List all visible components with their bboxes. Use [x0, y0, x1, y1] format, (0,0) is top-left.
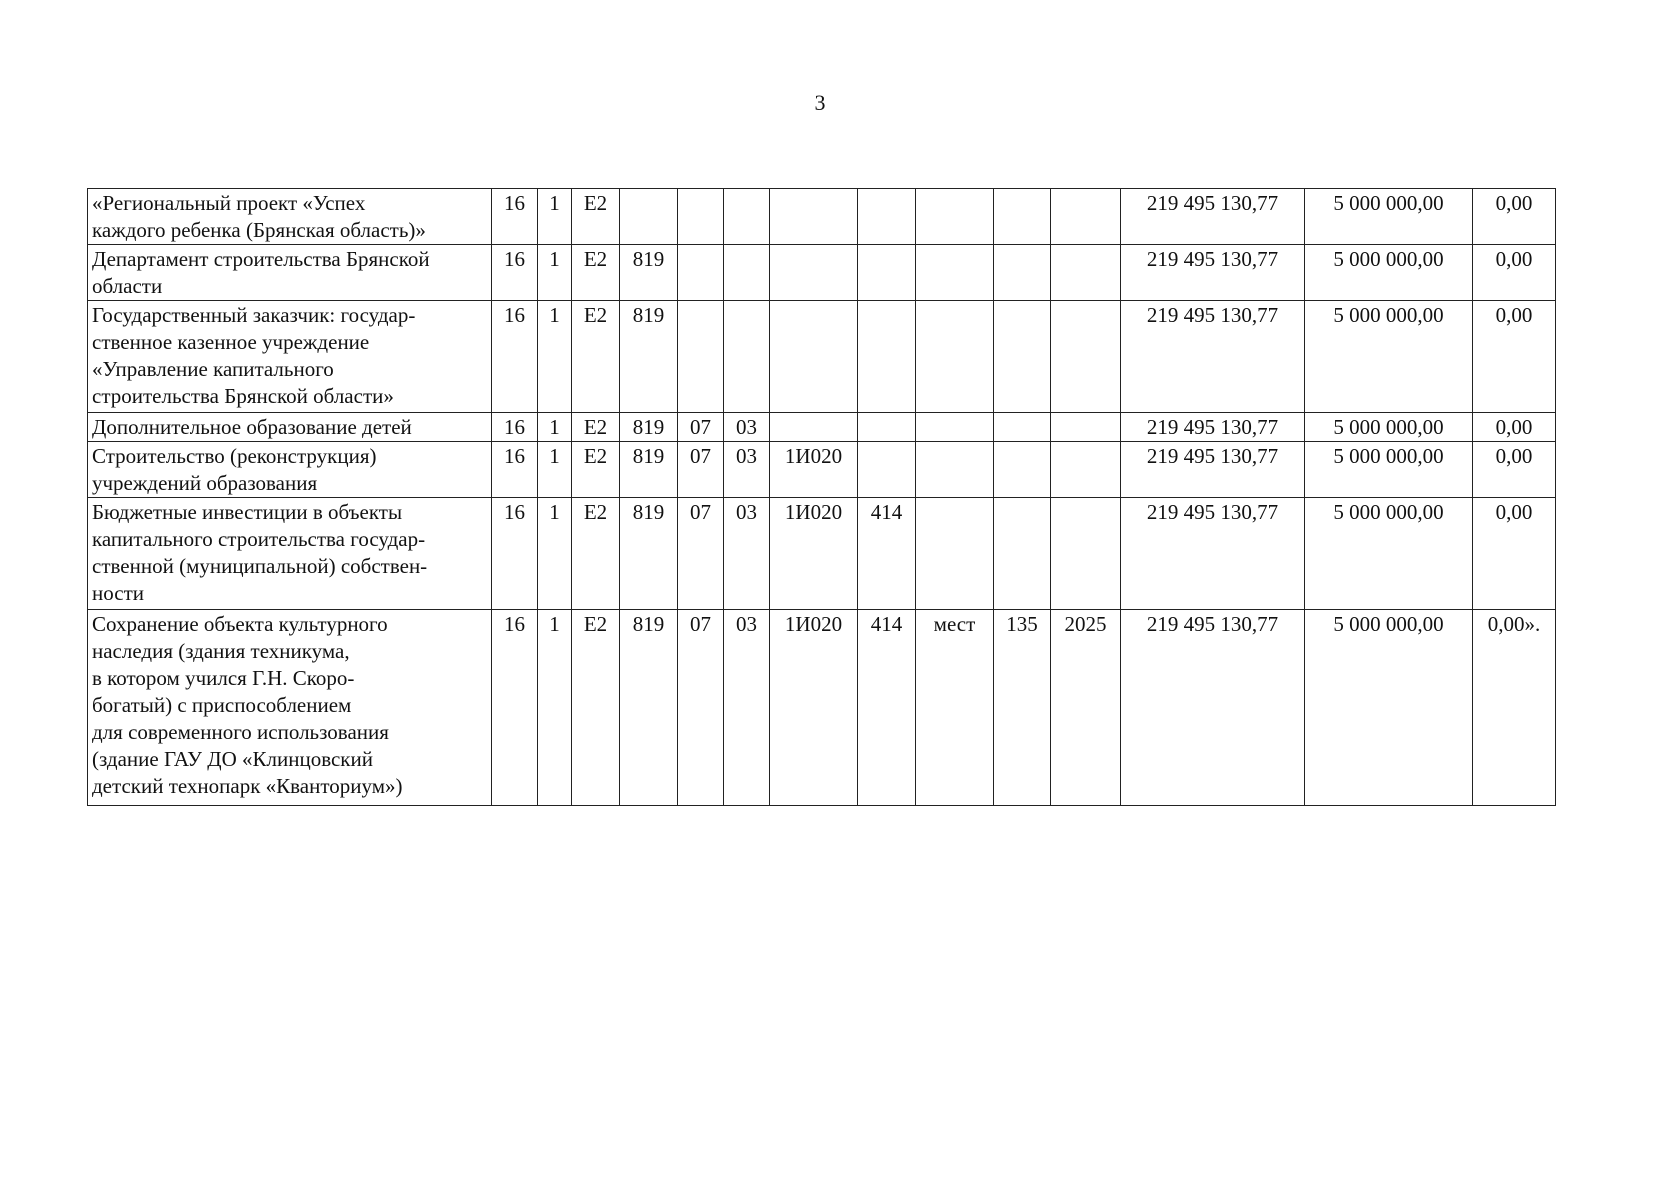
- code-cell: [678, 245, 724, 301]
- code-cell: 1: [538, 610, 572, 806]
- code-cell: [678, 189, 724, 245]
- amount3-cell: 0,00: [1473, 245, 1556, 301]
- code-cell: [994, 189, 1051, 245]
- code-cell: 819: [620, 413, 678, 442]
- code-cell: Е2: [572, 301, 620, 413]
- code-cell: мест: [916, 610, 994, 806]
- code-cell: 135: [994, 610, 1051, 806]
- code-cell: [724, 189, 770, 245]
- code-cell: [916, 245, 994, 301]
- code-cell: [1051, 498, 1121, 610]
- code-cell: 16: [492, 498, 538, 610]
- code-cell: 1: [538, 442, 572, 498]
- code-cell: 16: [492, 442, 538, 498]
- amount1-cell: 219 495 130,77: [1121, 189, 1305, 245]
- code-cell: Е2: [572, 245, 620, 301]
- code-cell: [994, 245, 1051, 301]
- row-name-cell: Бюджетные инвестиции в объекты капитального строительства государ- ственной (муниципальной) собствен- ности: [88, 498, 492, 610]
- code-cell: 07: [678, 498, 724, 610]
- code-cell: 16: [492, 245, 538, 301]
- code-cell: 819: [620, 245, 678, 301]
- amount2-cell: 5 000 000,00: [1305, 610, 1473, 806]
- code-cell: 819: [620, 301, 678, 413]
- code-cell: 07: [678, 610, 724, 806]
- code-cell: 03: [724, 498, 770, 610]
- code-cell: [916, 301, 994, 413]
- table-row: [88, 442, 1556, 498]
- budget-table: [87, 188, 1556, 806]
- amount3-cell: 0,00: [1473, 189, 1556, 245]
- code-cell: [620, 189, 678, 245]
- code-cell: 16: [492, 413, 538, 442]
- row-name-cell: «Региональный проект «Успех каждого ребенка (Брянская область)»: [88, 189, 492, 245]
- amount3-cell: 0,00: [1473, 413, 1556, 442]
- table-body: [88, 189, 1556, 806]
- amount2-cell: 5 000 000,00: [1305, 245, 1473, 301]
- code-cell: 1И020: [770, 442, 858, 498]
- code-cell: 819: [620, 610, 678, 806]
- amount1-cell: 219 495 130,77: [1121, 245, 1305, 301]
- code-cell: 1: [538, 413, 572, 442]
- code-cell: 16: [492, 301, 538, 413]
- amount2-cell: 5 000 000,00: [1305, 442, 1473, 498]
- amount2-cell: 5 000 000,00: [1305, 413, 1473, 442]
- code-cell: 03: [724, 610, 770, 806]
- table-row: [88, 413, 1556, 442]
- table-row: [88, 610, 1556, 806]
- code-cell: [678, 301, 724, 413]
- code-cell: Е2: [572, 610, 620, 806]
- code-cell: 1: [538, 189, 572, 245]
- code-cell: Е2: [572, 189, 620, 245]
- amount1-cell: 219 495 130,77: [1121, 610, 1305, 806]
- row-name-cell: Сохранение объекта культурного наследия (здания техникума, в котором учился Г.Н. Скоро- богатый) с приспособлением для современного использования (здание ГАУ ДО «Клинцовский детский технопарк «Кванториум»): [88, 610, 492, 806]
- code-cell: 16: [492, 189, 538, 245]
- row-name-cell: Государственный заказчик: государ- ственное казенное учреждение «Управление капитального строительства Брянской области»: [88, 301, 492, 413]
- code-cell: [1051, 245, 1121, 301]
- code-cell: [1051, 442, 1121, 498]
- code-cell: [916, 189, 994, 245]
- code-cell: [916, 413, 994, 442]
- table-row: [88, 245, 1556, 301]
- code-cell: [858, 189, 916, 245]
- code-cell: 03: [724, 413, 770, 442]
- code-cell: [1051, 301, 1121, 413]
- row-name-cell: Дополнительное образование детей: [88, 413, 492, 442]
- table-row: [88, 498, 1556, 610]
- code-cell: Е2: [572, 498, 620, 610]
- row-name-cell: Департамент строительства Брянской области: [88, 245, 492, 301]
- code-cell: [770, 189, 858, 245]
- code-cell: [1051, 189, 1121, 245]
- code-cell: [858, 301, 916, 413]
- row-name-cell: Строительство (реконструкция) учреждений образования: [88, 442, 492, 498]
- amount2-cell: 5 000 000,00: [1305, 189, 1473, 245]
- code-cell: 1: [538, 301, 572, 413]
- code-cell: [770, 301, 858, 413]
- code-cell: 1: [538, 498, 572, 610]
- code-cell: Е2: [572, 442, 620, 498]
- code-cell: [994, 498, 1051, 610]
- code-cell: [770, 245, 858, 301]
- amount3-cell: 0,00: [1473, 498, 1556, 610]
- code-cell: 819: [620, 442, 678, 498]
- amount2-cell: 5 000 000,00: [1305, 498, 1473, 610]
- amount1-cell: 219 495 130,77: [1121, 498, 1305, 610]
- amount1-cell: 219 495 130,77: [1121, 413, 1305, 442]
- amount1-cell: 219 495 130,77: [1121, 442, 1305, 498]
- amount3-cell: 0,00».: [1473, 610, 1556, 806]
- code-cell: 1И020: [770, 498, 858, 610]
- code-cell: [858, 413, 916, 442]
- code-cell: [916, 442, 994, 498]
- code-cell: 07: [678, 442, 724, 498]
- code-cell: 1И020: [770, 610, 858, 806]
- code-cell: [770, 413, 858, 442]
- code-cell: [1051, 413, 1121, 442]
- amount3-cell: 0,00: [1473, 301, 1556, 413]
- code-cell: [916, 498, 994, 610]
- code-cell: [994, 301, 1051, 413]
- amount3-cell: 0,00: [1473, 442, 1556, 498]
- amount1-cell: 219 495 130,77: [1121, 301, 1305, 413]
- code-cell: [724, 301, 770, 413]
- code-cell: 819: [620, 498, 678, 610]
- code-cell: 07: [678, 413, 724, 442]
- code-cell: Е2: [572, 413, 620, 442]
- code-cell: [858, 442, 916, 498]
- code-cell: 03: [724, 442, 770, 498]
- code-cell: 1: [538, 245, 572, 301]
- code-cell: 16: [492, 610, 538, 806]
- page-number: 3: [814, 90, 826, 115]
- code-cell: [724, 245, 770, 301]
- table-row: [88, 301, 1556, 413]
- code-cell: [994, 413, 1051, 442]
- amount2-cell: 5 000 000,00: [1305, 301, 1473, 413]
- code-cell: [858, 245, 916, 301]
- code-cell: 414: [858, 610, 916, 806]
- code-cell: 2025: [1051, 610, 1121, 806]
- table-row: [88, 189, 1556, 245]
- code-cell: [994, 442, 1051, 498]
- code-cell: 414: [858, 498, 916, 610]
